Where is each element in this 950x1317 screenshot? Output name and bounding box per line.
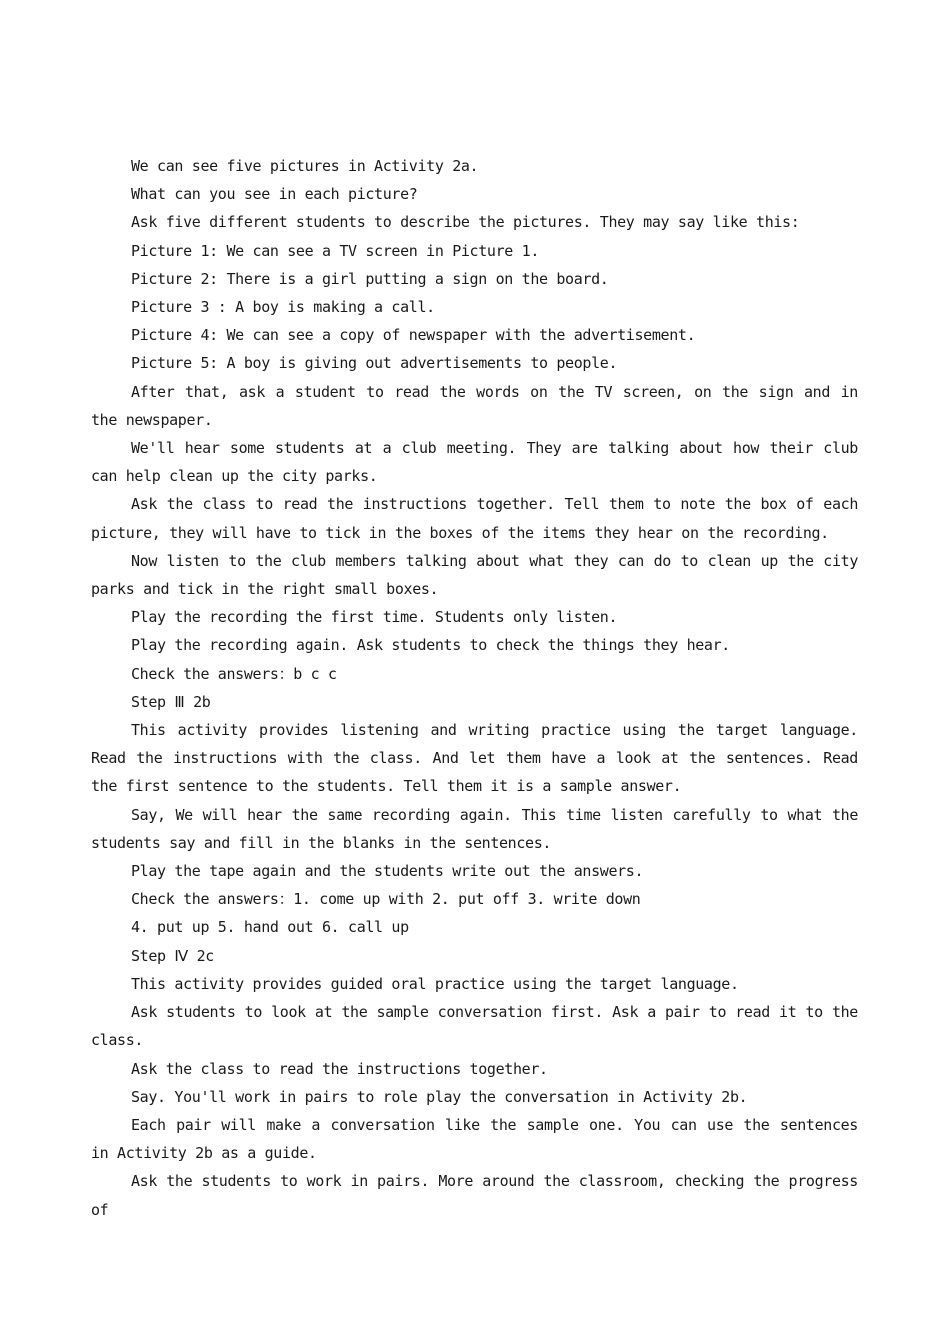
paragraph: Ask the class to read the instructions together. Tell them to note the box of each picture, they will have to tick in the boxes of the items they hear on the recording.: [91, 495, 858, 542]
paragraph: Picture 5: A boy is giving out advertisements to people.: [131, 354, 618, 373]
paragraph: We can see five pictures in Activity 2a.: [131, 157, 479, 175]
paragraph: Ask students to look at the sample conversation first. Ask a pair to read it to the class.: [91, 1003, 858, 1050]
answer-line: Check the answers：b c c: [131, 664, 337, 683]
paragraph: Play the recording again. Ask students to check the things they hear.: [131, 636, 730, 655]
paragraph: After that, ask a student to read the words on the TV screen, on the sign and in the newspaper.: [91, 382, 858, 429]
paragraph: What can you see in each picture?: [131, 185, 418, 204]
paragraph: Each pair will make a conversation like the sample one. You can use the sentences in Activity 2b as a guide.: [91, 1115, 858, 1163]
paragraph: This activity provides listening and writing practice using the target language. Read the instructions with the class. And let them have a look at the sentences. Read the first sentence to the students. Tell them it is a sample answer.: [91, 721, 858, 796]
paragraph: Play the tape again and the students write out the answers.: [131, 862, 644, 881]
paragraph: Picture 1: We can see a TV screen in Picture 1.: [131, 241, 539, 260]
paragraph: We'll hear some students at a club meeting. They are talking about how their club can help clean up the city parks.: [91, 439, 858, 486]
step-heading: Step Ⅲ 2b: [131, 692, 211, 711]
paragraph: Say, We will hear the same recording again. This time listen carefully to what the students say and fill in the blanks in the sentences.: [91, 805, 858, 852]
paragraph: Now listen to the club members talking about what they can do to clean up the city parks and tick in the right small boxes.: [91, 551, 858, 599]
paragraph: This activity provides guided oral practice using the target language.: [131, 974, 739, 993]
answer-line: 4. put up 5. hand out 6. call up: [131, 918, 409, 937]
paragraph: Picture 4: We can see a copy of newspaper with the advertisement.: [131, 326, 696, 345]
document-page: [91, 152, 858, 1224]
paragraph: Ask the students to work in pairs. More around the classroom, checking the progress of: [91, 1172, 858, 1219]
paragraph: Play the recording the first time. Students only listen.: [131, 608, 618, 627]
paragraph: Picture 2: There is a girl putting a sign on the board.: [131, 269, 609, 288]
step-heading: Step Ⅳ 2c: [131, 946, 214, 965]
paragraph: Say. You'll work in pairs to role play the conversation in Activity 2b.: [131, 1087, 748, 1106]
answer-line: Check the answers：1. come up with 2. put off 3. write down: [131, 890, 641, 909]
paragraph: Ask the class to read the instructions together.: [131, 1059, 548, 1078]
paragraph: Picture 3 : A boy is making a call.: [131, 298, 435, 317]
paragraph: Ask five different students to describe the pictures. They may say like this:: [131, 213, 800, 232]
